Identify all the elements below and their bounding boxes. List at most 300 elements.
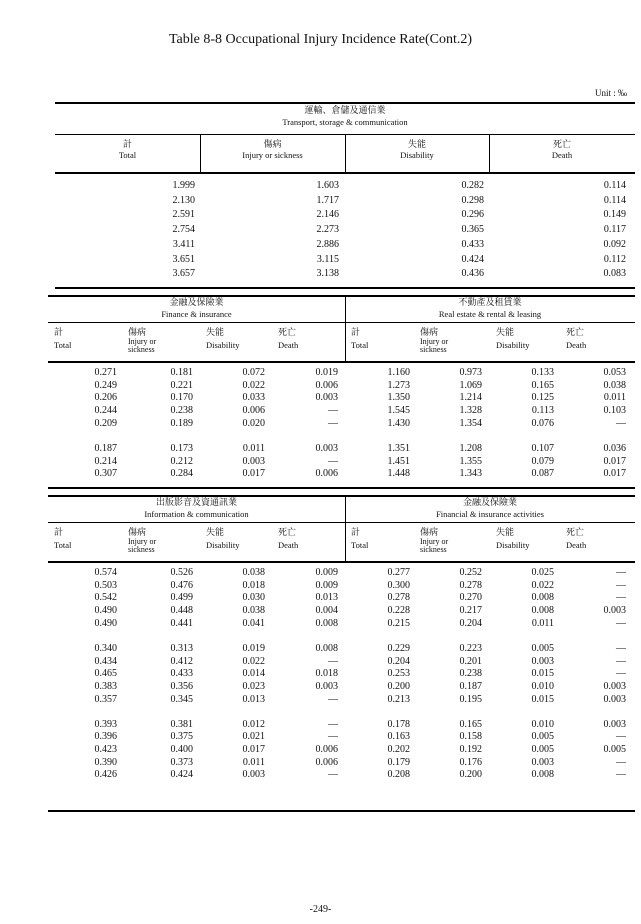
table-cell: 0.033: [242, 392, 265, 404]
column-header-en: Death: [566, 540, 587, 550]
table-cell: —: [328, 405, 338, 417]
table-cell: 0.390: [94, 756, 117, 768]
table-cell: 0.022: [242, 655, 265, 667]
unit-label: Unit : ‰: [594, 88, 627, 98]
table-cell: 0.383: [94, 680, 117, 692]
table-cell: 0.433: [461, 238, 484, 250]
table-cell: 0.008: [531, 605, 554, 617]
table-cell: 0.249: [94, 379, 117, 391]
table-cell: 0.271: [94, 367, 117, 378]
section-header-finance: [48, 298, 345, 320]
table-cell: 0.021: [242, 731, 265, 743]
table-row: [0, 379, 641, 392]
table-cell: 3.657: [172, 268, 195, 280]
rule: [48, 810, 635, 812]
table-cell: 1.351: [387, 442, 410, 454]
column-header-death: [278, 528, 345, 550]
table-cell: 0.003: [531, 655, 554, 667]
table-cell: 0.229: [387, 642, 410, 654]
column-header-zh: 計: [351, 328, 361, 338]
column-header-zh: 計: [54, 328, 64, 338]
table-cell: 0.008: [531, 769, 554, 781]
table-cell: 0.300: [387, 579, 410, 591]
table-cell: 0.252: [459, 567, 482, 578]
table-cell: 0.012: [242, 718, 265, 730]
column-header-disability: [206, 528, 272, 550]
rule: [48, 487, 635, 489]
rule: [48, 295, 635, 297]
table-cell: 3.411: [172, 238, 195, 250]
column-header-en: sickness: [128, 345, 155, 354]
column-header-en: sickness: [420, 545, 447, 554]
table-cell: 0.181: [170, 367, 193, 378]
column-header-en: Total: [54, 540, 72, 550]
table-cell: 0.013: [242, 693, 265, 705]
column-header-en: Total: [118, 150, 137, 160]
column-header-en: Death: [551, 150, 573, 160]
rule: [55, 287, 635, 289]
table-cell: 2.130: [172, 194, 195, 206]
column-header-en: Disability: [206, 540, 240, 550]
table-cell: —: [616, 417, 626, 429]
table-cell: 0.424: [461, 253, 484, 265]
table-cell: 0.165: [531, 379, 554, 391]
column-header-zh: 失能: [407, 140, 426, 150]
table-cell: 0.079: [531, 455, 554, 467]
column-header-en: Injury or: [420, 337, 449, 346]
table-cell: 0.003: [315, 680, 338, 692]
table-cell: 0.013: [315, 592, 338, 604]
column-header-en: Disability: [496, 340, 530, 350]
table-cell: 0.019: [315, 367, 338, 378]
table-cell: 0.018: [242, 579, 265, 591]
table-cell: 0.542: [94, 592, 117, 604]
table-row: [0, 194, 641, 207]
table-cell: 0.173: [170, 442, 193, 454]
rule: [55, 102, 635, 104]
table-cell: 0.009: [315, 579, 338, 591]
column-header-en: Disability: [496, 540, 530, 550]
table-row: [0, 730, 641, 743]
table-row: [0, 238, 641, 251]
table-cell: 1.214: [459, 392, 482, 404]
table-cell: 0.434: [94, 655, 117, 667]
table-cell: 0.006: [315, 744, 338, 755]
section-title-zh: 金融及保險業: [169, 298, 224, 308]
table-cell: 0.340: [94, 642, 117, 654]
table-cell: 0.204: [459, 617, 482, 629]
column-header-death: [566, 528, 635, 550]
column-header-disability: [496, 528, 560, 550]
table-cell: 0.112: [603, 253, 626, 265]
table-cell: 1.603: [316, 180, 339, 191]
table-cell: 0.278: [459, 579, 482, 591]
table-cell: 0.083: [603, 268, 626, 280]
table-cell: 0.201: [459, 655, 482, 667]
table-cell: 0.017: [603, 455, 626, 467]
table-cell: 0.003: [603, 718, 626, 730]
column-header-injury: [420, 328, 490, 354]
column-header-total: [351, 528, 414, 550]
table-cell: 0.213: [387, 693, 410, 705]
table-cell: 0.448: [170, 605, 193, 617]
table-cell: —: [616, 769, 626, 781]
table-cell: 0.005: [531, 731, 554, 743]
table-row: [0, 391, 641, 404]
table-cell: 0.179: [387, 756, 410, 768]
table-cell: 0.973: [459, 367, 482, 378]
table-cell: 0.278: [387, 592, 410, 604]
section-title-en: Real estate & rental & leasing: [438, 309, 542, 319]
table-cell: 0.036: [603, 442, 626, 454]
table-row: [0, 404, 641, 417]
table-row: [0, 642, 641, 655]
column-header-zh: 死亡: [566, 528, 585, 538]
table-cell: 0.282: [461, 180, 484, 191]
table-cell: 0.117: [603, 224, 626, 236]
table-cell: 0.103: [603, 405, 626, 417]
table-row: [0, 756, 641, 769]
table-cell: 0.195: [459, 693, 482, 705]
section-header-realestate: [345, 298, 635, 320]
table-cell: —: [328, 718, 338, 730]
section-header-transport: [55, 106, 635, 128]
table-cell: 1.160: [387, 367, 410, 378]
table-cell: 0.298: [461, 194, 484, 206]
section-title-zh: 出版影音及資通訊業: [155, 498, 237, 508]
table-cell: 0.023: [242, 680, 265, 692]
column-header-disability: [206, 328, 272, 350]
table-cell: —: [328, 655, 338, 667]
table-cell: 0.133: [531, 367, 554, 378]
column-header-total: [351, 328, 414, 350]
table-cell: 0.215: [387, 617, 410, 629]
table-cell: 0.114: [603, 180, 626, 191]
rule: [48, 361, 635, 363]
table-cell: 0.038: [242, 605, 265, 617]
table-cell: 0.574: [94, 567, 117, 578]
table-cell: 0.170: [170, 392, 193, 404]
column-header-en: Total: [351, 340, 369, 350]
section-title-zh: 運輸、倉儲及通信業: [304, 106, 386, 116]
table-row: [0, 208, 641, 221]
table-cell: 0.072: [242, 367, 265, 378]
table-cell: 0.011: [242, 442, 265, 454]
table-cell: —: [328, 417, 338, 429]
column-header-zh: 失能: [206, 528, 225, 538]
column-header-en: Disability: [400, 150, 434, 160]
column-header-en: Death: [278, 540, 299, 550]
rule: [48, 322, 635, 323]
table-cell: 1.717: [316, 194, 339, 206]
table-cell: 0.008: [531, 592, 554, 604]
table-cell: 0.424: [170, 769, 193, 781]
table-cell: 0.038: [242, 567, 265, 578]
table-cell: 0.003: [242, 769, 265, 781]
table-cell: —: [616, 642, 626, 654]
table-cell: 0.003: [603, 605, 626, 617]
table-row: [0, 467, 641, 480]
table-cell: 2.886: [316, 238, 339, 250]
table-cell: 0.214: [94, 455, 117, 467]
table-cell: 0.018: [315, 668, 338, 680]
table-row: [0, 591, 641, 604]
table-cell: 0.187: [459, 680, 482, 692]
table-cell: 0.441: [170, 617, 193, 629]
column-header-en: Death: [278, 340, 299, 350]
table-cell: 0.357: [94, 693, 117, 705]
table-row: [0, 617, 641, 630]
column-header-zh: 傷病: [420, 528, 439, 538]
table-cell: 0.010: [531, 680, 554, 692]
table-cell: 0.345: [170, 693, 193, 705]
table-cell: 0.356: [170, 680, 193, 692]
table-row: [0, 223, 641, 236]
table-cell: 0.400: [170, 744, 193, 755]
table-cell: 0.217: [459, 605, 482, 617]
table-cell: 0.209: [94, 417, 117, 429]
table-cell: 0.005: [603, 744, 626, 755]
column-header-zh: 計: [122, 140, 132, 150]
table-cell: 0.076: [531, 417, 554, 429]
table-cell: 0.238: [459, 668, 482, 680]
table-row: [0, 718, 641, 731]
table-cell: 0.503: [94, 579, 117, 591]
table-cell: 1.448: [387, 468, 410, 480]
table-cell: 0.200: [387, 680, 410, 692]
table-row: [0, 667, 641, 680]
table-cell: 3.651: [172, 253, 195, 265]
section-title-en: Information & communication: [144, 509, 249, 519]
column-header-zh: 失能: [496, 528, 515, 538]
column-header-injury: [128, 328, 200, 354]
table-cell: 1.273: [387, 379, 410, 391]
table-cell: 1.430: [387, 417, 410, 429]
table-cell: 0.200: [459, 769, 482, 781]
table-cell: —: [328, 455, 338, 467]
section-header-information: [48, 498, 345, 520]
table-cell: 0.005: [531, 642, 554, 654]
column-header-total: [54, 328, 122, 350]
table-cell: 0.005: [531, 744, 554, 755]
column-header-zh: 傷病: [420, 328, 439, 338]
table-cell: 0.019: [242, 642, 265, 654]
table-cell: 0.212: [170, 455, 193, 467]
column-header-zh: 死亡: [278, 528, 297, 538]
column-header-disability: [496, 328, 560, 350]
column-header-zh: 死亡: [278, 328, 297, 338]
rule: [48, 522, 635, 523]
section-header-financial: [345, 498, 635, 520]
table-cell: 0.165: [459, 718, 482, 730]
column-header-total: [54, 528, 122, 550]
column-header-injury: [420, 528, 490, 554]
column-header-en: Total: [351, 540, 369, 550]
table-cell: 0.022: [242, 379, 265, 391]
column-header-en: Total: [54, 340, 72, 350]
table-cell: 0.006: [242, 405, 265, 417]
table-cell: 0.017: [603, 468, 626, 480]
table-cell: 0.003: [242, 455, 265, 467]
table-cell: 0.053: [603, 367, 626, 378]
table-cell: 1.208: [459, 442, 482, 454]
table-cell: 0.270: [459, 592, 482, 604]
table-cell: 0.010: [531, 718, 554, 730]
table-cell: 1.343: [459, 468, 482, 480]
section-title-en: Finance & insurance: [161, 309, 232, 319]
table-cell: —: [616, 731, 626, 743]
table-row: [0, 455, 641, 468]
column-header-zh: 計: [351, 528, 361, 538]
table-cell: 1.350: [387, 392, 410, 404]
table-cell: —: [616, 567, 626, 578]
table-cell: 2.273: [316, 224, 339, 236]
table-cell: 0.178: [387, 718, 410, 730]
table-cell: 0.158: [459, 731, 482, 743]
page-title: Table 8-8 Occupational Injury Incidence Rate(Cont.2): [168, 32, 473, 47]
column-header-en: sickness: [420, 345, 447, 354]
table-row: [0, 179, 641, 192]
section-title-zh: 金融及保險業: [462, 498, 517, 508]
table-cell: 0.011: [531, 617, 554, 629]
table-row: [0, 417, 641, 430]
table-cell: 3.138: [316, 268, 339, 280]
table-cell: 0.006: [315, 468, 338, 480]
table-cell: 0.038: [603, 379, 626, 391]
column-header-total: [55, 140, 200, 160]
table-cell: 0.011: [603, 392, 626, 404]
table-cell: 0.003: [603, 680, 626, 692]
table-row: [0, 743, 641, 756]
table-cell: —: [616, 617, 626, 629]
table-cell: 0.375: [170, 731, 193, 743]
table-cell: 0.221: [170, 379, 193, 391]
rule: [48, 495, 635, 497]
table-cell: —: [328, 693, 338, 705]
table-cell: 0.526: [170, 567, 193, 578]
table-cell: 0.003: [603, 693, 626, 705]
table-cell: 0.189: [170, 417, 193, 429]
table-cell: —: [616, 592, 626, 604]
table-cell: 0.113: [531, 405, 554, 417]
column-header-zh: 失能: [206, 328, 225, 338]
table-cell: 2.591: [172, 209, 195, 221]
rule: [55, 172, 635, 174]
column-header-zh: 失能: [496, 328, 515, 338]
table-row: [0, 442, 641, 455]
table-cell: 0.022: [531, 579, 554, 591]
section-title-en: Financial & insurance activities: [436, 509, 544, 519]
table-row: [0, 680, 641, 693]
table-cell: 0.204: [387, 655, 410, 667]
column-header-zh: 傷病: [128, 328, 147, 338]
column-header-en: Disability: [206, 340, 240, 350]
table-cell: 0.041: [242, 617, 265, 629]
table-cell: 0.015: [531, 668, 554, 680]
column-header-en: sickness: [128, 545, 155, 554]
table-cell: —: [328, 731, 338, 743]
table-cell: 0.208: [387, 769, 410, 781]
table-cell: 0.003: [315, 442, 338, 454]
table-cell: 0.025: [531, 567, 554, 578]
column-header-zh: 死亡: [566, 328, 585, 338]
column-header-en: Injury or: [128, 537, 157, 546]
column-header-injury: [200, 140, 345, 160]
table-cell: 0.004: [315, 605, 338, 617]
table-cell: 0.373: [170, 756, 193, 768]
table-cell: 0.206: [94, 392, 117, 404]
table-cell: 0.253: [387, 668, 410, 680]
table-cell: 0.192: [459, 744, 482, 755]
table-cell: 3.115: [316, 253, 339, 265]
table-cell: 0.006: [315, 379, 338, 391]
table-cell: 0.011: [242, 756, 265, 768]
table-cell: 2.146: [316, 209, 339, 221]
table-cell: 1.069: [459, 379, 482, 391]
table-cell: 0.393: [94, 718, 117, 730]
table-cell: 0.163: [387, 731, 410, 743]
table-cell: 0.003: [531, 756, 554, 768]
table-cell: 0.223: [459, 642, 482, 654]
table-cell: 0.381: [170, 718, 193, 730]
column-header-zh: 傷病: [128, 528, 147, 538]
page-number: -249-: [309, 904, 332, 915]
table-row: [0, 366, 641, 379]
column-header-disability: [345, 140, 489, 160]
table-cell: 0.114: [603, 194, 626, 206]
table-row: [0, 693, 641, 706]
rule: [48, 561, 635, 563]
column-header-en: Injury or: [128, 337, 157, 346]
table-cell: 0.396: [94, 731, 117, 743]
table-cell: 0.176: [459, 756, 482, 768]
table-cell: 0.277: [387, 567, 410, 578]
table-cell: 0.149: [603, 209, 626, 221]
column-header-en: Injury or sickness: [242, 150, 303, 160]
table-cell: 0.107: [531, 442, 554, 454]
table-cell: 0.015: [531, 693, 554, 705]
table-cell: 0.014: [242, 668, 265, 680]
table-cell: —: [616, 756, 626, 768]
table-cell: 0.244: [94, 405, 117, 417]
table-cell: 0.490: [94, 617, 117, 629]
table-cell: 0.433: [170, 668, 193, 680]
table-cell: 0.313: [170, 642, 193, 654]
table-cell: 0.476: [170, 579, 193, 591]
table-cell: 1.328: [459, 405, 482, 417]
table-cell: 1.355: [459, 455, 482, 467]
table-cell: 0.020: [242, 417, 265, 429]
table-row: [0, 253, 641, 266]
table-cell: 0.465: [94, 668, 117, 680]
column-header-death: [489, 140, 635, 160]
table-cell: 0.296: [461, 209, 484, 221]
table-cell: 0.017: [242, 468, 265, 480]
table-cell: 0.017: [242, 744, 265, 755]
table-cell: 0.125: [531, 392, 554, 404]
table-cell: —: [328, 769, 338, 781]
table-cell: 2.754: [172, 224, 195, 236]
table-cell: 0.006: [315, 756, 338, 768]
table-cell: 0.426: [94, 769, 117, 781]
table-cell: 0.307: [94, 468, 117, 480]
section-title-en: Transport, storage & communication: [282, 117, 408, 127]
table-cell: 0.412: [170, 655, 193, 667]
section-title-zh: 不動產及租賃業: [458, 298, 522, 308]
table-cell: 0.423: [94, 744, 117, 755]
table-cell: 0.436: [461, 268, 484, 280]
table-cell: 0.490: [94, 605, 117, 617]
